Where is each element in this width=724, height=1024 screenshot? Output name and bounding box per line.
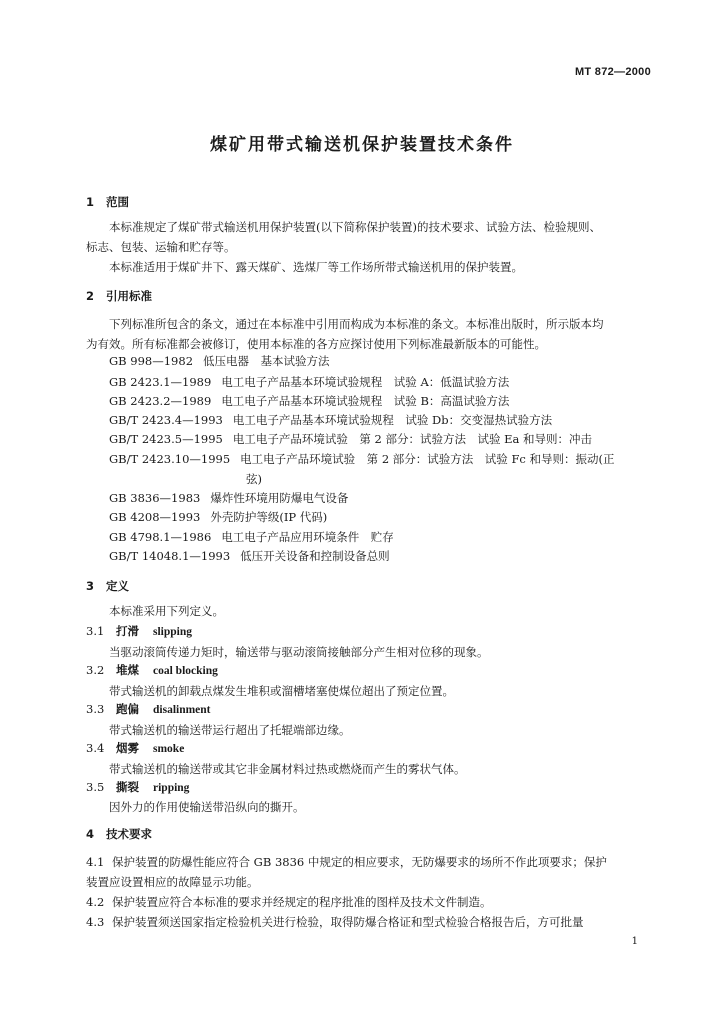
- reference-title: 电工电子产品基本环境试验规程 试验 Db：交变湿热试验方法: [232, 413, 553, 427]
- definition-term: [86, 740, 184, 756]
- scope-para-2: 本标准适用于煤矿井下、露天煤矿、选煤厂等工作场所带式输送机用的保护装置。: [109, 260, 523, 274]
- section-title: 技术要求: [106, 827, 152, 841]
- reference-title: 电工电子产品环境试验 第 2 部分：试验方法 试验 Ea 和导则：冲击: [232, 432, 593, 446]
- reference-code: GB 3836—1983: [109, 491, 201, 505]
- reference-code: GB 998—1982: [109, 354, 194, 368]
- section-number: 1: [86, 195, 95, 209]
- definition-term: [86, 623, 192, 639]
- definitions-intro: 本标准采用下列定义。: [109, 604, 224, 618]
- section-number: 2: [86, 289, 95, 303]
- requirement-number: 4.3: [86, 915, 105, 929]
- reference-title: 电工电子产品基本环境试验规程 试验 A：低温试验方法: [221, 375, 510, 389]
- definition-number: 3.5: [86, 780, 105, 794]
- reference-item: [109, 509, 327, 525]
- section-number: 3: [86, 579, 95, 593]
- reference-code: GB/T 2423.10—1995: [109, 452, 231, 466]
- section-4-heading: [86, 826, 152, 842]
- reference-title: 电工电子产品环境试验 第 2 部分：试验方法 试验 Fc 和导则：振动(正: [240, 452, 615, 466]
- requirement-text: 保护装置应符合本标准的要求并经规定的程序批准的图样及技术文件制造。: [112, 895, 492, 909]
- definition-term: [86, 779, 189, 795]
- reference-code: GB 4798.1—1986: [109, 530, 212, 544]
- reference-title: 低压开关设备和控制设备总则: [240, 549, 390, 563]
- term-chinese: 烟雾: [116, 741, 139, 755]
- definition-body: 带式输送机的卸载点煤发生堆积或溜槽堵塞使煤位超出了预定位置。: [109, 684, 454, 698]
- reference-title: 外壳防护等级(IP 代码): [210, 510, 328, 524]
- term-chinese: 打滑: [116, 624, 139, 638]
- requirement-text: 保护装置须送国家指定检验机关进行检验，取得防爆合格证和型式检验合格报告后，方可批量: [112, 915, 584, 929]
- section-number: 4: [86, 827, 95, 841]
- requirement-item: [86, 912, 652, 932]
- reference-title: 爆炸性环境用防爆电气设备: [210, 491, 349, 505]
- reference-item: [109, 529, 394, 545]
- term-english: coal blocking: [153, 665, 218, 677]
- term-english: disalinment: [153, 704, 211, 716]
- definition-body: 带式输送机的输送带运行超出了托辊端部边缘。: [109, 723, 351, 737]
- term-english: smoke: [153, 743, 185, 755]
- section-title: 引用标准: [106, 289, 152, 303]
- requirement-number: 4.1: [86, 855, 105, 869]
- document-title: 煤矿用带式输送机保护装置技术条件: [210, 135, 514, 155]
- reference-title: 低压电器 基本试验方法: [203, 354, 330, 368]
- reference-code: GB 2423.2—1989: [109, 394, 212, 408]
- term-chinese: 撕裂: [116, 780, 139, 794]
- definition-term: [86, 662, 218, 678]
- section-title: 范围: [106, 195, 129, 209]
- reference-title: 电工电子产品应用环境条件 贮存: [221, 530, 394, 544]
- term-english: ripping: [153, 782, 190, 794]
- scope-para-1-line-2: 标志、包装、运输和贮存等。: [86, 240, 236, 254]
- definition-number: 3.3: [86, 702, 105, 716]
- references-intro-line-2: 为有效。所有标准都会被修订，使用本标准的各方应探讨使用下列标准最新版本的可能性。: [86, 337, 546, 351]
- page-number: 1: [631, 936, 638, 947]
- standard-code: MT 872—2000: [574, 66, 651, 78]
- term-chinese: 堆煤: [116, 663, 139, 677]
- reference-item: [109, 490, 348, 506]
- definition-number: 3.4: [86, 741, 105, 755]
- definition-body: 因外力的作用使输送带沿纵向的撕开。: [109, 800, 305, 814]
- requirement-item: [86, 852, 652, 872]
- section-2-heading: [86, 288, 152, 304]
- reference-item: [109, 431, 592, 447]
- reference-item: [109, 412, 552, 428]
- reference-code: GB/T 2423.5—1995: [109, 432, 223, 446]
- definition-number: 3.1: [86, 624, 105, 638]
- section-3-heading: [86, 578, 129, 594]
- reference-item: [109, 451, 615, 467]
- definition-term: [86, 701, 211, 717]
- requirement-item-continuation: 装置应设置相应的故障显示功能。: [86, 875, 259, 889]
- definition-body: 当驱动滚筒传递力矩时，输送带与驱动滚筒接触部分产生相对位移的现象。: [109, 645, 489, 659]
- term-chinese: 跑偏: [116, 702, 139, 716]
- requirement-number: 4.2: [86, 895, 105, 909]
- requirement-text: 保护装置的防爆性能应符合 GB 3836 中规定的相应要求，无防爆要求的场所不作此项要求；保护: [112, 855, 607, 869]
- reference-item: [109, 548, 390, 564]
- reference-item: [109, 353, 330, 369]
- reference-code: GB 4208—1993: [109, 510, 201, 524]
- reference-item: [109, 374, 509, 390]
- reference-title: 电工电子产品基本环境试验规程 试验 B：高温试验方法: [221, 394, 510, 408]
- term-english: slipping: [153, 626, 192, 638]
- requirement-item: [86, 892, 652, 912]
- definition-body: 带式输送机的输送带或其它非金属材料过热或燃烧而产生的雾状气体。: [109, 762, 466, 776]
- reference-code: GB 2423.1—1989: [109, 375, 212, 389]
- section-title: 定义: [106, 579, 129, 593]
- reference-item: [109, 393, 509, 409]
- definition-number: 3.2: [86, 663, 105, 677]
- scope-para-1-line-1: 本标准规定了煤矿带式输送机用保护装置(以下简称保护装置)的技术要求、试验方法、检验规则、: [109, 220, 601, 234]
- references-intro-line-1: 下列标准所包含的条文，通过在本标准中引用而构成为本标准的条文。本标准出版时，所示版本均: [109, 317, 604, 331]
- reference-code: GB/T 14048.1—1993: [109, 549, 231, 563]
- reference-title-continuation: 弦): [246, 472, 262, 486]
- section-1-heading: [86, 194, 129, 210]
- reference-code: GB/T 2423.4—1993: [109, 413, 223, 427]
